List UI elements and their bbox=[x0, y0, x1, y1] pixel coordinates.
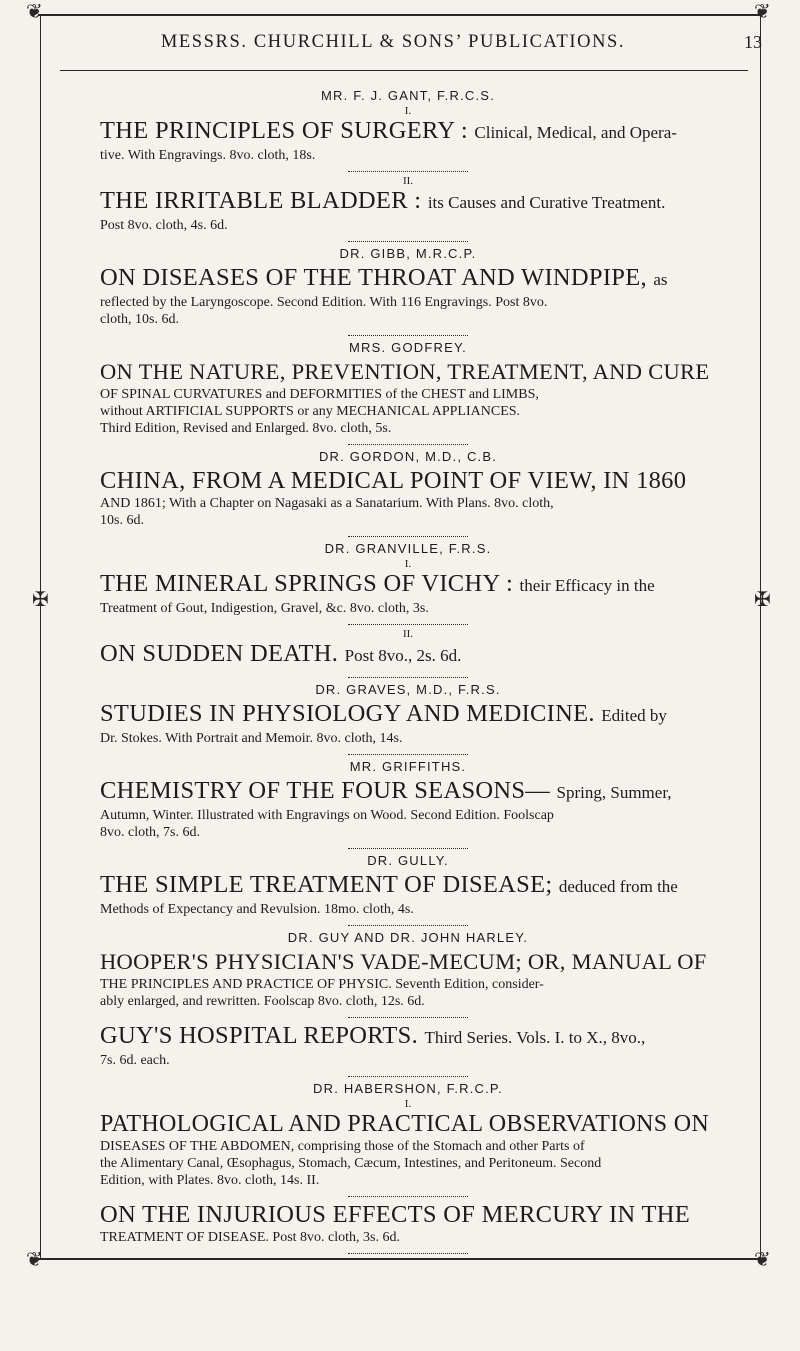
book-entry bbox=[100, 948, 716, 1018]
book-title-line bbox=[100, 570, 716, 600]
book-entry bbox=[100, 629, 716, 678]
page-number: 13 bbox=[744, 32, 762, 52]
book-detail: Edition, with Plates. 8vo. cloth, 14s. II. bbox=[100, 1173, 320, 1188]
book-title: ON THE NATURE, PREVENTION, TREATMENT, AND CURE bbox=[100, 359, 710, 384]
entry-numeral: I. bbox=[404, 105, 412, 117]
author-heading: DR. GUY AND DR. JOHN HARLEY. bbox=[287, 930, 529, 945]
book-title: STUDIES IN PHYSIOLOGY AND MEDICINE. bbox=[100, 700, 595, 727]
corner-ornament-icon: ❦ bbox=[754, 1249, 771, 1271]
ornamental-divider bbox=[348, 1249, 468, 1254]
ornamental-divider bbox=[348, 844, 468, 849]
title-continuation: its Causes and Curative Treatment. bbox=[427, 193, 666, 212]
ornamental-divider bbox=[348, 331, 468, 336]
author-heading: DR. GULLY. bbox=[367, 853, 449, 868]
top-rule bbox=[38, 14, 762, 16]
book-title: ON THE INJURIOUS EFFECTS OF MERCURY IN THE bbox=[100, 1201, 691, 1228]
ornamental-divider bbox=[348, 673, 468, 678]
corner-ornament-icon: ❦ bbox=[26, 1, 43, 23]
book-title-line bbox=[100, 358, 716, 386]
title-continuation: as bbox=[653, 270, 668, 289]
book-detail: 7s. 6d. each. bbox=[100, 1053, 170, 1068]
ornamental-divider bbox=[348, 921, 468, 926]
book-title: CHEMISTRY OF THE FOUR SEASONS— bbox=[100, 777, 551, 804]
book-entry bbox=[100, 559, 716, 625]
author-heading: MR. F. J. GANT, F.R.C.S. bbox=[321, 88, 495, 103]
title-continuation: Post 8vo., 2s. 6d. bbox=[344, 646, 462, 665]
book-detail: without ARTIFICIAL SUPPORTS or any MECHANICAL APPLIANCES. bbox=[100, 404, 521, 419]
book-detail: tive. With Engravings. 8vo. cloth, 18s. bbox=[100, 148, 316, 163]
ornamental-divider bbox=[348, 237, 468, 242]
book-title-line bbox=[100, 1110, 716, 1138]
author-heading: DR. HABERSHON, F.R.C.P. bbox=[313, 1081, 503, 1096]
book-detail: DISEASES OF THE ABDOMEN, comprising those of the Stomach and other Parts of bbox=[100, 1139, 585, 1154]
book-detail: 10s. 6d. bbox=[100, 513, 144, 528]
title-continuation: Edited by bbox=[601, 706, 667, 725]
title-continuation: Spring, Summer, bbox=[556, 783, 672, 802]
book-title-line bbox=[100, 1022, 716, 1052]
book-detail: Post 8vo. cloth, 4s. 6d. bbox=[100, 218, 228, 233]
book-title-line bbox=[100, 1201, 716, 1229]
ornamental-divider bbox=[348, 1013, 468, 1018]
title-continuation: deduced from the bbox=[558, 877, 678, 896]
book-title: THE IRRITABLE BLADDER : bbox=[100, 187, 422, 214]
header-title: MESSRS. CHURCHILL & SONS’ PUBLICATIONS. bbox=[160, 32, 626, 52]
book-detail: Third Edition, Revised and Enlarged. 8vo. cloth, 5s. bbox=[100, 421, 392, 436]
side-ornament-icon: ✠ bbox=[32, 589, 49, 611]
title-continuation: their Efficacy in the bbox=[519, 576, 655, 595]
ornamental-divider bbox=[348, 620, 468, 625]
author-heading: DR. GRAVES, M.D., F.R.S. bbox=[315, 682, 501, 697]
book-title-line bbox=[100, 264, 716, 294]
entry-numeral: I. bbox=[404, 558, 412, 570]
book-title-line bbox=[100, 187, 716, 217]
book-title: THE PRINCIPLES OF SURGERY : bbox=[100, 117, 468, 144]
book-title: ON DISEASES OF THE THROAT AND WINDPIPE, bbox=[100, 264, 647, 291]
ornamental-divider bbox=[348, 440, 468, 445]
book-detail: the Alimentary Canal, Œsophagus, Stomach, Cæcum, Intestines, and Peritoneum. Second bbox=[100, 1156, 602, 1171]
book-title: THE SIMPLE TREATMENT OF DISEASE; bbox=[100, 871, 553, 898]
book-entry bbox=[100, 1201, 716, 1254]
author-heading: MRS. GODFREY. bbox=[349, 340, 467, 355]
corner-ornament-icon: ❦ bbox=[26, 1249, 43, 1271]
book-title-line bbox=[100, 871, 716, 901]
book-detail: Treatment of Gout, Indigestion, Gravel, &c. 8vo. cloth, 3s. bbox=[100, 601, 429, 616]
book-detail: TREATMENT OF DISEASE. Post 8vo. cloth, 3s. 6d. bbox=[100, 1230, 400, 1245]
entry-numeral: II. bbox=[402, 175, 414, 187]
running-header bbox=[60, 32, 766, 56]
book-title-line bbox=[100, 467, 716, 495]
book-detail: cloth, 10s. 6d. bbox=[100, 312, 179, 327]
book-entry bbox=[100, 777, 716, 849]
header-rule bbox=[60, 70, 748, 71]
book-entry bbox=[100, 871, 716, 926]
book-detail: AND 1861; With a Chapter on Nagasaki as a Sanatarium. With Plans. 8vo. cloth, bbox=[100, 496, 554, 511]
corner-ornament-icon: ❦ bbox=[754, 1, 771, 23]
book-title-line bbox=[100, 700, 716, 730]
book-title: PATHOLOGICAL AND PRACTICAL OBSERVATIONS ON bbox=[100, 1111, 709, 1137]
book-detail: reflected by the Laryngoscope. Second Edition. With 116 Engravings. Post 8vo. bbox=[100, 295, 548, 310]
side-ornament-icon: ✠ bbox=[754, 589, 771, 611]
book-detail: ably enlarged, and rewritten. Foolscap 8vo. cloth, 12s. 6d. bbox=[100, 994, 425, 1009]
book-title-line bbox=[100, 117, 716, 147]
book-title-line bbox=[100, 777, 716, 807]
book-entry bbox=[100, 264, 716, 336]
book-entry bbox=[100, 1022, 716, 1077]
left-border bbox=[40, 16, 41, 1260]
catalogue-listing bbox=[100, 88, 716, 1258]
title-continuation: Clinical, Medical, and Opera- bbox=[474, 123, 677, 142]
book-title: HOOPER'S PHYSICIAN'S VADE-MECUM; OR, MANUAL OF bbox=[100, 949, 707, 974]
book-entry bbox=[100, 106, 716, 172]
book-title: THE MINERAL SPRINGS OF VICHY : bbox=[100, 570, 514, 597]
right-border bbox=[760, 16, 761, 1260]
book-detail: THE PRINCIPLES AND PRACTICE OF PHYSIC. Seventh Edition, consider- bbox=[100, 977, 544, 992]
author-heading: DR. GORDON, M.D., C.B. bbox=[318, 449, 498, 464]
author-heading: DR. GRANVILLE, F.R.S. bbox=[324, 541, 492, 556]
entry-numeral: II. bbox=[402, 628, 414, 640]
title-continuation: Third Series. Vols. I. to X., 8vo., bbox=[424, 1028, 646, 1047]
book-entry bbox=[100, 358, 716, 445]
bottom-rule bbox=[38, 1258, 762, 1260]
book-entry bbox=[100, 467, 716, 537]
book-entry bbox=[100, 1099, 716, 1197]
author-heading: MR. GRIFFITHS. bbox=[349, 759, 467, 774]
book-title-line bbox=[100, 640, 716, 670]
book-title: GUY'S HOSPITAL REPORTS. bbox=[100, 1022, 419, 1049]
book-detail: Methods of Expectancy and Revulsion. 18mo. cloth, 4s. bbox=[100, 902, 414, 917]
book-title: CHINA, FROM A MEDICAL POINT OF VIEW, IN 1860 bbox=[100, 467, 687, 494]
book-detail: Dr. Stokes. With Portrait and Memoir. 8vo. cloth, 14s. bbox=[100, 731, 403, 746]
book-entry bbox=[100, 176, 716, 242]
book-detail: 8vo. cloth, 7s. 6d. bbox=[100, 825, 200, 840]
book-entry bbox=[100, 700, 716, 755]
ornamental-divider bbox=[348, 1192, 468, 1197]
book-title: ON SUDDEN DEATH. bbox=[100, 640, 339, 667]
ornamental-divider bbox=[348, 532, 468, 537]
author-heading: DR. GIBB, M.R.C.P. bbox=[339, 246, 477, 261]
entry-numeral: I. bbox=[404, 1098, 412, 1110]
book-title-line bbox=[100, 948, 716, 976]
book-detail: OF SPINAL CURVATURES and DEFORMITIES of the CHEST and LIMBS, bbox=[100, 387, 539, 402]
ornamental-divider bbox=[348, 750, 468, 755]
book-detail: Autumn, Winter. Illustrated with Engravings on Wood. Second Edition. Foolscap bbox=[100, 808, 554, 823]
ornamental-divider bbox=[348, 167, 468, 172]
ornamental-divider bbox=[348, 1072, 468, 1077]
